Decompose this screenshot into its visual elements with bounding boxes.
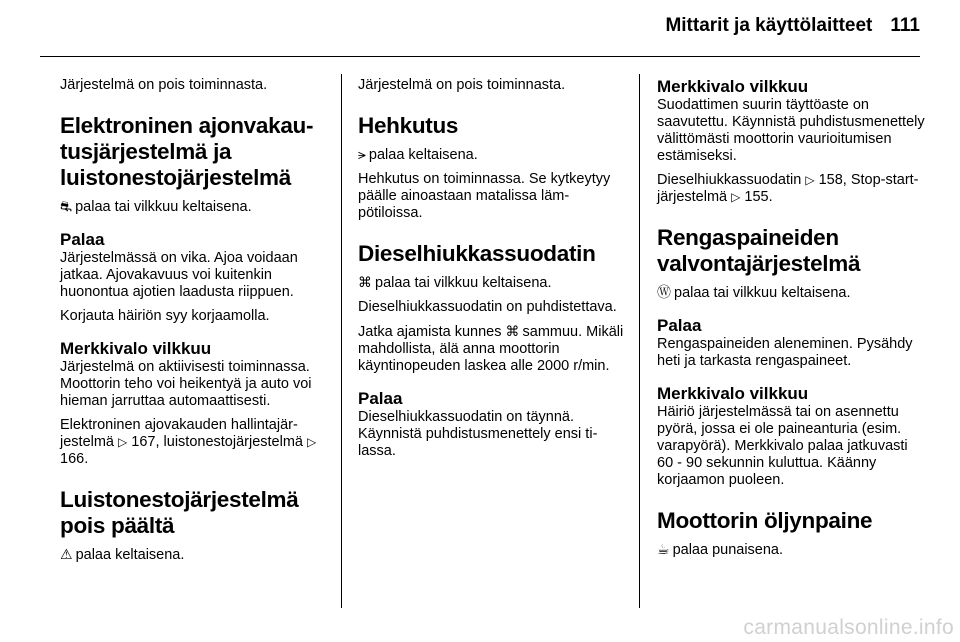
palaa-text: Rengaspaineiden aleneminen. Pysähdy heti ja tarkasta rengaspaineet. [657, 336, 913, 369]
palaa-text: Dieselhiukkassuodatin on täynnä. Käynnistä puhdistusmenettely ensi tilassa. [358, 409, 598, 459]
heading-oil: Moottorin öljynpaine [657, 508, 873, 533]
running-header [665, 14, 920, 38]
page-ref-arrow-icon[interactable]: ▷ [118, 435, 128, 449]
traction-control-off-icon: ⚠ [60, 546, 73, 562]
merkkivalo-text-1: Järjestelmä on aktiivisesti toiminnassa. Moottorin teho voi heikentyä ja auto voi hieman jarruttaa automaattisesti. [60, 359, 312, 409]
xref-text-c: 166. [60, 451, 89, 467]
merkkivalo-text-1: Suodattimen suurin täyttöaste on saavutettu. Käynnistä puhdistusmenettely välittömästi moottorin vaurioitumisen estämiseksi. [657, 97, 925, 164]
heading-tpms: Rengaspaineiden valvontajärjestelmä [657, 225, 861, 276]
page-ref-arrow-icon[interactable]: ▷ [805, 173, 815, 187]
merkkivalo-text-2 [60, 417, 330, 468]
column-divider-1 [341, 74, 342, 608]
xref-text-a: Dieselhiukkassuodatin [657, 172, 802, 188]
page-ref-arrow-icon[interactable]: ▷ [307, 435, 317, 449]
glow-plug-icon: ⪫ [358, 146, 366, 162]
dpf-text-2: Dieselhiukkassuodatin on puhdistettava. [358, 299, 617, 315]
column-3 [657, 77, 927, 566]
oil-status-text: palaa punaisena. [672, 542, 784, 558]
heading-palaa: Palaa [657, 316, 702, 335]
column-1 [60, 77, 330, 571]
diesel-particle-filter-icon: ⌘ [358, 274, 372, 290]
dpf-text-3b: sammuu. Mikäli mahdollista, älä anna moottorin käyntinopeuden laskea alle 2000 r/min. [358, 324, 624, 374]
watermark: carmanualsonline.info [743, 616, 954, 639]
esc-status-text: palaa tai vilkkuu keltaisena. [75, 199, 252, 215]
heading-hehkutus: Hehkutus [358, 113, 459, 138]
heading-palaa: Palaa [60, 230, 105, 249]
heading-palaa: Palaa [358, 389, 403, 408]
hehkutus-text: Hehkutus on toiminnassa. Se kytkeytyy päälle ainoastaan matalissa lämpötiloissa. [358, 171, 611, 221]
heading-merkkivalo-2: Merkkivalo vilkkuu [657, 384, 809, 403]
dpf-text-3a: Jatka ajamista kunnes [358, 324, 502, 340]
palaa-text-1: Järjestelmässä on vika. Ajoa voidaan jatkaa. Ajovakavuus voi kuitenkin huonontua ajotien laadusta riippuen. [60, 250, 298, 300]
merkkivalo-text-2 [657, 172, 927, 206]
oil-pressure-icon: ☕ [657, 541, 670, 557]
diesel-particle-filter-icon: ⌘ [505, 323, 520, 339]
tire-pressure-icon: Ⓦ [657, 284, 671, 300]
xref-text-b: 158, Stop-start-järjestelmä [657, 172, 919, 205]
xref-text-b: 167, luistonestojärjestelmä [131, 434, 303, 450]
tc-off-status [60, 546, 330, 564]
heading-tc-off: Luistonestojärjestelmä pois päältä [60, 487, 299, 538]
intro-text: Järjestelmä on pois toiminnasta. [60, 77, 268, 93]
xref-text-c: 155. [744, 189, 773, 205]
tpms-status [657, 284, 927, 302]
palaa-text-2: Korjauta häiriön syy korjaamolla. [60, 308, 270, 324]
intro-text: Järjestelmä on pois toiminnasta. [358, 77, 566, 93]
column-divider-2 [639, 74, 640, 608]
tc-off-status-text: palaa keltaisena. [75, 547, 185, 563]
heading-merkkivalo: Merkkivalo vilkkuu [60, 339, 212, 358]
dpf-status [358, 274, 628, 292]
glow-status-text: palaa keltaisena. [368, 147, 478, 163]
oil-status [657, 541, 927, 559]
chapter-title: Mittarit ja käyttölaitteet [665, 15, 873, 36]
esc-warning-icon: ⛐ [60, 198, 73, 214]
esc-status [60, 198, 330, 216]
heading-dpf: Dieselhiukkassuodatin [358, 241, 596, 266]
tpms-status-text: palaa tai vilkkuu keltaisena. [674, 285, 851, 301]
heading-merkkivalo: Merkkivalo vilkkuu [657, 77, 809, 96]
header-rule [40, 56, 920, 57]
page-ref-arrow-icon[interactable]: ▷ [731, 190, 741, 204]
xref-text-a: Elektroninen ajovakauden hallintajärjestelmä [60, 417, 298, 450]
page-number: 111 [890, 15, 920, 36]
heading-esc: Elektroninen ajonvakautusjärjestelmä ja luistonestojärjestelmä [60, 113, 314, 190]
dpf-status-text: palaa tai vilkkuu keltaisena. [375, 275, 552, 291]
merkkivalo-2-text: Häiriö järjestelmässä tai on asennettu pyörä, jossa ei ole paineanturia (esim. varapyörä). Merkkivalo palaa jatkuvasti 60 - 90 sekunnin kuluttua. Käänny korjaamon puoleen. [657, 404, 908, 488]
dpf-text-3 [358, 323, 628, 375]
column-2 [358, 77, 628, 467]
glow-status [358, 146, 628, 164]
